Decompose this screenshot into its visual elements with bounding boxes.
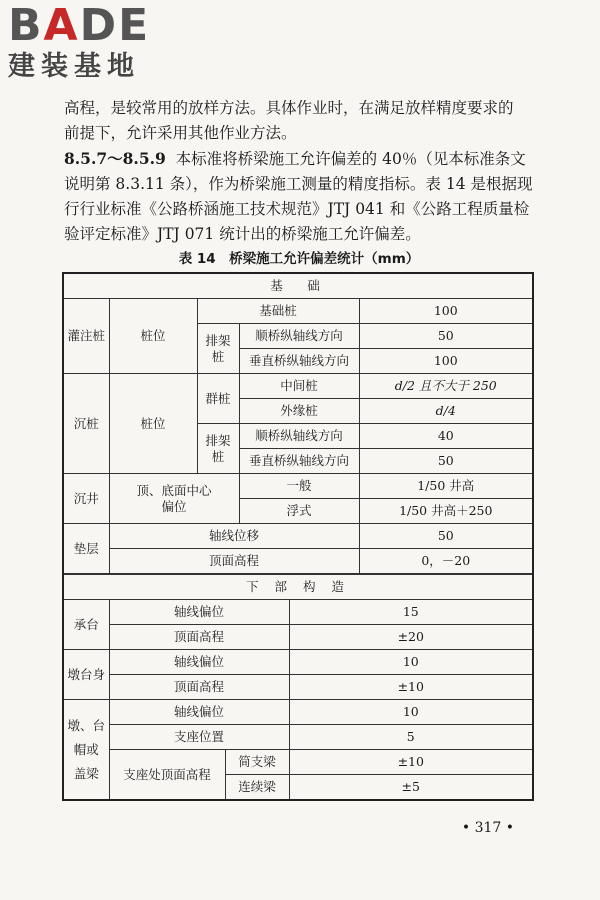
table-cell: 轴线位移 (109, 524, 359, 549)
row-header: 群桩 (197, 374, 239, 424)
table-value: d/4 (359, 399, 533, 424)
row-header: 墩、台 帽或 盖梁 (63, 700, 109, 801)
row-header: 桩位 (109, 299, 197, 374)
table-cell: 轴线偏位 (109, 650, 289, 675)
page-number: • 317 • (461, 820, 514, 836)
row-header: 排架桩 (197, 324, 239, 374)
substructure-table (62, 574, 534, 801)
row-header: 墩台身 (63, 650, 109, 700)
table-cell: 顶面高程 (109, 549, 359, 574)
table-cell: 连续梁 (225, 775, 289, 801)
table-value: 5 (289, 725, 533, 750)
table-cell: 顶面高程 (109, 625, 289, 650)
table-cell: 简支梁 (225, 750, 289, 775)
table-cell: 支座位置 (109, 725, 289, 750)
tolerance-table (62, 272, 532, 801)
table-value: 50 (359, 324, 533, 349)
table-value: ±10 (289, 750, 533, 775)
foundation-table (62, 272, 534, 574)
row-header: 沉井 (63, 474, 109, 524)
row-header: 沉桩 (63, 374, 109, 474)
table-caption: 表 14 桥梁施工允许偏差统计（mm） (178, 251, 420, 267)
table-value: 10 (289, 650, 533, 675)
paragraph-line: 高程，是较常用的放样方法。具体作业时，在满足放样精度要求的 (64, 99, 514, 117)
section-paragraph (64, 146, 534, 247)
table-value: 10 (289, 700, 533, 725)
section-header: 基 础 (63, 273, 533, 299)
row-header: 垫层 (63, 524, 109, 574)
row-header: 顶、底面中心 偏位 (109, 474, 239, 524)
row-header: 排架桩 (197, 424, 239, 474)
table-value: ±10 (289, 675, 533, 700)
table-cell: 垂直桥纵轴线方向 (239, 449, 359, 474)
row-header: 灌注桩 (63, 299, 109, 374)
logo-subtitle: 建装基地 (8, 51, 140, 82)
table-value: 1/50 井高 (359, 474, 533, 499)
table-cell: 顺桥纵轴线方向 (239, 324, 359, 349)
row-header: 桩位 (109, 374, 197, 474)
table-cell: 外缘桩 (239, 399, 359, 424)
paragraph-line: 前提下，允许采用其他作业方法。 (64, 124, 297, 142)
brand-logo (8, 0, 183, 84)
table-cell: 基础桩 (197, 299, 359, 324)
table-value: 50 (359, 449, 533, 474)
table-value: 15 (289, 600, 533, 625)
section-text: 本标准将桥梁施工允许偏差的 40％（见本标准条文说明第 8.3.11 条），作为桥梁施工测量的精度指标。表 14 是根据现行行业标准《公路桥涵施工技术规范》JTJ 041 和《公路工程质量检验评定标准》JTJ 071 统计出的桥梁施工允许偏差。 (64, 150, 533, 243)
logo-mark: BADE (8, 0, 151, 51)
section-header: 下 部 构 造 (63, 575, 533, 600)
table-value: ±5 (289, 775, 533, 801)
table-value: ±20 (289, 625, 533, 650)
table-value: 50 (359, 524, 533, 549)
table-value: 0，－20 (359, 549, 533, 574)
table-value: 40 (359, 424, 533, 449)
body-text (64, 96, 534, 247)
table-value: 1/50 井高＋250 (359, 499, 533, 524)
table-cell: 轴线偏位 (109, 700, 289, 725)
table-value: 100 (359, 299, 533, 324)
table-cell: 轴线偏位 (109, 600, 289, 625)
table-cell: 一般 (239, 474, 359, 499)
table-cell: 垂直桥纵轴线方向 (239, 349, 359, 374)
table-cell: 顺桥纵轴线方向 (239, 424, 359, 449)
table-cell: 中间桩 (239, 374, 359, 399)
table-value: d/2 且不大于 250 (359, 374, 533, 399)
table-cell: 浮式 (239, 499, 359, 524)
section-number: 8.5.7～8.5.9 (64, 149, 166, 168)
row-header: 承台 (63, 600, 109, 650)
table-cell: 顶面高程 (109, 675, 289, 700)
table-value: 100 (359, 349, 533, 374)
row-header: 支座处顶面高程 (109, 750, 225, 801)
